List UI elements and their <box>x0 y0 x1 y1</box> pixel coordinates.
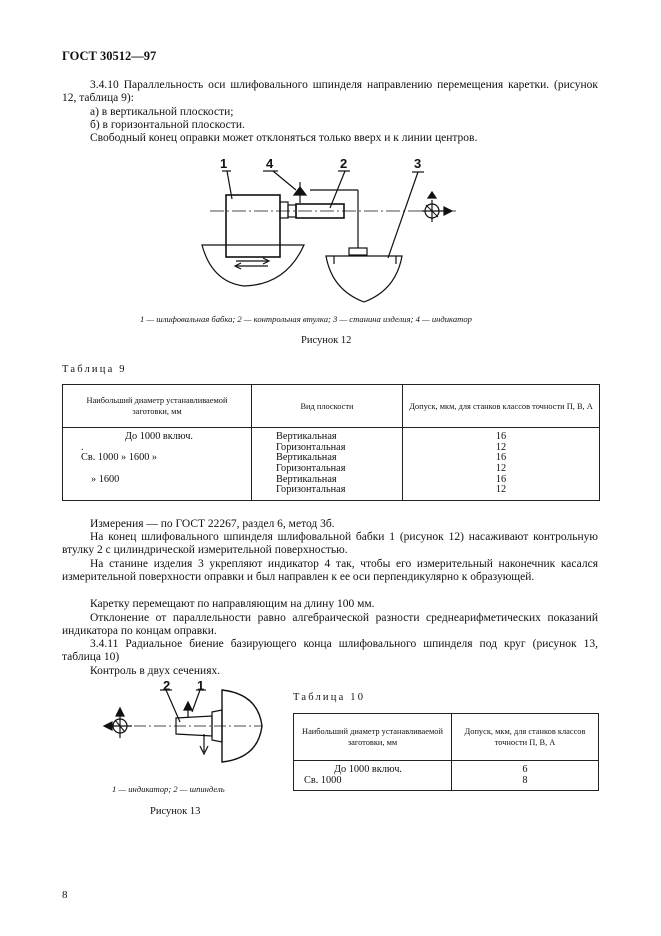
table-9-tolerance: 12 <box>495 441 507 453</box>
table-10-diameter-column <box>294 761 452 791</box>
table-10-header-tolerance: Допуск, мкм, для станков классов точности П, В, А <box>452 714 599 761</box>
paragraph-two-sections: Контроль в двух сечениях. <box>90 665 221 677</box>
table-10-label: Таблица 10 <box>293 692 366 703</box>
paragraph-free-end: Свободный конец оправки может отклоняться только вверх и к линии центров. <box>90 132 478 144</box>
table-9-plane: Горизонтальная <box>276 484 346 496</box>
table-9-tolerance: 12 <box>495 484 507 496</box>
table-9-plane: Вертикальная <box>276 473 337 485</box>
figure-12-legend: 1 — шлифовальная бабка; 2 — контрольная втулка; 3 — станина изделия; 4 — индикатор <box>140 314 472 324</box>
table-10-header-row <box>294 714 599 761</box>
table-9-header-diameter: Наибольший диаметр устанавливаемой заготовки, мм <box>63 385 252 428</box>
table-9-plane: Горизонтальная <box>276 463 346 475</box>
figure-12-drawing <box>190 150 480 310</box>
table-10-tolerance: 6 <box>522 764 528 775</box>
paragraph-3-4-11: 3.4.11 Радиальное биение базирующего конца шлифовального шпинделя под круг (рисунок 13, таблица 10) <box>62 638 598 664</box>
paragraph-mount-sleeve: На конец шлифовального шпинделя шлифовальной бабки 1 (рисунок 12) насаживают контрольную втулку 2 с цилиндрической измерительной поверхностью. <box>62 531 598 557</box>
table-9-tolerance: 16 <box>495 473 507 485</box>
table-9-tolerance: 16 <box>495 452 507 464</box>
table-9-tolerance: 12 <box>495 463 507 475</box>
table-9-diameter-column <box>63 428 252 501</box>
table-10-header-diameter: Наибольший диаметр устанавливаемой заготовки, мм <box>294 714 452 761</box>
table-10-diameter: Св. 1000 <box>304 774 342 786</box>
figure-13-drawing <box>96 676 266 780</box>
table-9-diameter: До 1000 включ. <box>125 431 193 442</box>
fig13-label-1: 1 <box>197 678 205 693</box>
list-item-a: а) в вертикальной плоскости; <box>90 106 234 118</box>
table-9 <box>62 384 600 501</box>
table-9-diameter: . <box>81 441 84 453</box>
table-9-tolerance-column <box>403 428 600 501</box>
table-10-tolerance: 8 <box>522 774 528 786</box>
table-9-diameter <box>81 485 247 496</box>
fig12-label-1: 1 <box>220 156 228 171</box>
table-9-header-row <box>63 385 600 428</box>
table-9-header-plane: Вид плоскости <box>252 385 403 428</box>
table-9-plane-column <box>252 428 403 501</box>
table-10-body-row <box>294 761 599 791</box>
figure-12-title: Рисунок 12 <box>301 335 352 346</box>
table-9-label: Таблица 9 <box>62 364 127 375</box>
table-10-diameter: До 1000 включ. <box>334 764 402 775</box>
table-9-plane: Вертикальная <box>276 452 337 464</box>
table-9-diameter: » 1600 <box>91 473 120 485</box>
paragraph-measurement: Измерения — по ГОСТ 22267, раздел 6, метод 3б. <box>90 518 335 530</box>
table-9-plane: Вертикальная <box>276 431 337 442</box>
fig12-label-3: 3 <box>414 156 422 171</box>
document-code: ГОСТ 30512—97 <box>62 49 157 63</box>
figure-13-title: Рисунок 13 <box>150 806 201 817</box>
table-9-header-tolerance: Допуск, мкм, для станков классов точности П, В, А <box>403 385 600 428</box>
table-9-plane: Горизонтальная <box>276 441 346 453</box>
paragraph-deviation: Отклонение от параллельности равно алгебраической разности среднеарифметических показаний индикатора по концам оправки. <box>62 612 598 638</box>
table-9-diameter: Св. 1000 » 1600 » <box>81 452 158 464</box>
fig12-label-4: 4 <box>266 156 274 171</box>
page-number: 8 <box>62 889 68 901</box>
paragraph-indicator: На станине изделия 3 укрепляют индикатор 4 так, чтобы его измерительный наконечник касался измерительной поверхности оправки и был направлен к ее оси перпендикулярно к образующей. <box>62 558 598 584</box>
fig12-label-2: 2 <box>340 156 348 171</box>
table-9-body-row <box>63 428 600 501</box>
list-item-b: б) в горизонтальной плоскости. <box>90 119 245 131</box>
fig13-label-2: 2 <box>163 678 171 693</box>
paragraph-3-4-10: 3.4.10 Параллельность оси шлифовального шпинделя направлению перемещения каретки. (рисунок 12, таблица 9): <box>62 79 598 105</box>
table-9-tolerance: 16 <box>495 431 507 442</box>
figure-13-legend: 1 — индикатор; 2 — шпиндель <box>112 784 225 794</box>
paragraph-carriage: Каретку перемещают по направляющим на длину 100 мм. <box>90 598 375 610</box>
table-10-tolerance-column <box>452 761 599 791</box>
table-10 <box>293 713 599 791</box>
